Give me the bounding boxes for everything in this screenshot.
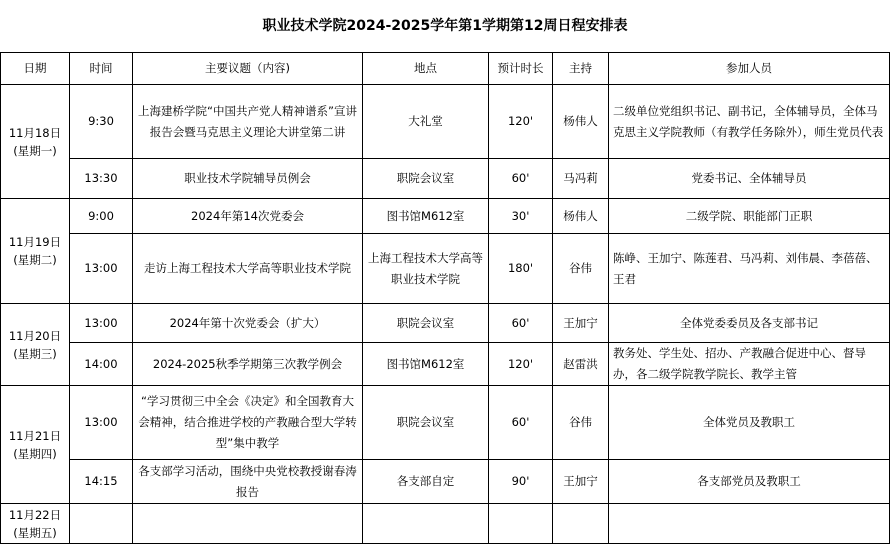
time-cell: 13:00 bbox=[70, 386, 133, 460]
host-cell: 谷伟 bbox=[553, 234, 609, 304]
participants-cell bbox=[609, 504, 890, 544]
duration-cell: 90' bbox=[489, 460, 553, 504]
participants-cell: 二级学院、职能部门正职 bbox=[609, 199, 890, 234]
location-cell: 上海工程技术大学高等职业技术学院 bbox=[363, 234, 489, 304]
host-cell: 王加宁 bbox=[553, 460, 609, 504]
participants-cell: 党委书记、全体辅导员 bbox=[609, 159, 890, 199]
table-row bbox=[1, 85, 890, 159]
topic-cell: 2024-2025秋季学期第三次教学例会 bbox=[133, 343, 363, 386]
topic-cell: 2024年第14次党委会 bbox=[133, 199, 363, 234]
table-row bbox=[1, 386, 890, 460]
location-cell: 职院会议室 bbox=[363, 386, 489, 460]
host-cell bbox=[553, 504, 609, 544]
topic-cell: 上海建桥学院“中国共产党人精神谱系”宣讲报告会暨马克思主义理论大讲堂第二讲 bbox=[133, 85, 363, 159]
date-cell: 11月22日 (星期五) bbox=[1, 504, 70, 544]
participants-cell: 全体党员及教职工 bbox=[609, 386, 890, 460]
time-cell: 9:30 bbox=[70, 85, 133, 159]
header-date: 日期 bbox=[1, 53, 70, 85]
table-row bbox=[1, 343, 890, 386]
table-row bbox=[1, 304, 890, 343]
participants-cell: 各支部党员及教职工 bbox=[609, 460, 890, 504]
table-row bbox=[1, 460, 890, 504]
date-cell: 11月19日 (星期二) bbox=[1, 199, 70, 304]
time-cell: 13:30 bbox=[70, 159, 133, 199]
schedule-table bbox=[0, 52, 890, 544]
header-participants: 参加人员 bbox=[609, 53, 890, 85]
page-title: 职业技术学院2024-2025学年第1学期第12周日程安排表 bbox=[262, 18, 628, 34]
table-row bbox=[1, 159, 890, 199]
header-time: 时间 bbox=[70, 53, 133, 85]
time-cell: 9:00 bbox=[70, 199, 133, 234]
duration-cell: 30' bbox=[489, 199, 553, 234]
topic-cell: 走访上海工程技术大学高等职业技术学院 bbox=[133, 234, 363, 304]
host-cell: 谷伟 bbox=[553, 386, 609, 460]
date-cell: 11月20日 (星期三) bbox=[1, 304, 70, 386]
participants-cell: 全体党委委员及各支部书记 bbox=[609, 304, 890, 343]
time-cell bbox=[70, 504, 133, 544]
host-cell: 杨伟人 bbox=[553, 199, 609, 234]
duration-cell: 120' bbox=[489, 343, 553, 386]
host-cell: 王加宁 bbox=[553, 304, 609, 343]
location-cell: 各支部自定 bbox=[363, 460, 489, 504]
topic-cell: “学习贯彻三中全会《决定》和全国教育大会精神，结合推进学校的产教融合型大学转型”集中教学 bbox=[133, 386, 363, 460]
location-cell: 图书馆M612室 bbox=[363, 199, 489, 234]
participants-cell: 二级单位党组织书记、副书记，全体辅导员，全体马克思主义学院教师（有教学任务除外），师生党员代表 bbox=[609, 85, 890, 159]
duration-cell: 60' bbox=[489, 304, 553, 343]
location-cell bbox=[363, 504, 489, 544]
time-cell: 14:15 bbox=[70, 460, 133, 504]
duration-cell: 180' bbox=[489, 234, 553, 304]
participants-cell: 陈峥、王加宁、陈莲君、马冯莉、刘伟晨、李蓓蓓、王君 bbox=[609, 234, 890, 304]
location-cell: 职院会议室 bbox=[363, 304, 489, 343]
header-location: 地点 bbox=[363, 53, 489, 85]
host-cell: 马冯莉 bbox=[553, 159, 609, 199]
host-cell: 赵雷洪 bbox=[553, 343, 609, 386]
location-cell: 职院会议室 bbox=[363, 159, 489, 199]
header-duration: 预计时长 bbox=[489, 53, 553, 85]
topic-cell: 各支部学习活动，围绕中央党校教授谢春涛报告 bbox=[133, 460, 363, 504]
duration-cell bbox=[489, 504, 553, 544]
table-row bbox=[1, 504, 890, 544]
host-cell: 杨伟人 bbox=[553, 85, 609, 159]
location-cell: 图书馆M612室 bbox=[363, 343, 489, 386]
header-host: 主持 bbox=[553, 53, 609, 85]
participants-cell: 教务处、学生处、招办、产教融合促进中心、督导办，各二级学院教学院长、教学主管 bbox=[609, 343, 890, 386]
duration-cell: 60' bbox=[489, 386, 553, 460]
topic-cell: 2024年第十次党委会（扩大） bbox=[133, 304, 363, 343]
date-cell: 11月18日 (星期一) bbox=[1, 85, 70, 199]
time-cell: 14:00 bbox=[70, 343, 133, 386]
time-cell: 13:00 bbox=[70, 304, 133, 343]
header-topic: 主要议题（内容) bbox=[133, 53, 363, 85]
duration-cell: 120' bbox=[489, 85, 553, 159]
date-cell: 11月21日 (星期四) bbox=[1, 386, 70, 504]
location-cell: 大礼堂 bbox=[363, 85, 489, 159]
table-row bbox=[1, 199, 890, 234]
time-cell: 13:00 bbox=[70, 234, 133, 304]
topic-cell: 职业技术学院辅导员例会 bbox=[133, 159, 363, 199]
duration-cell: 60' bbox=[489, 159, 553, 199]
table-row bbox=[1, 234, 890, 304]
topic-cell bbox=[133, 504, 363, 544]
header-row bbox=[1, 53, 890, 85]
